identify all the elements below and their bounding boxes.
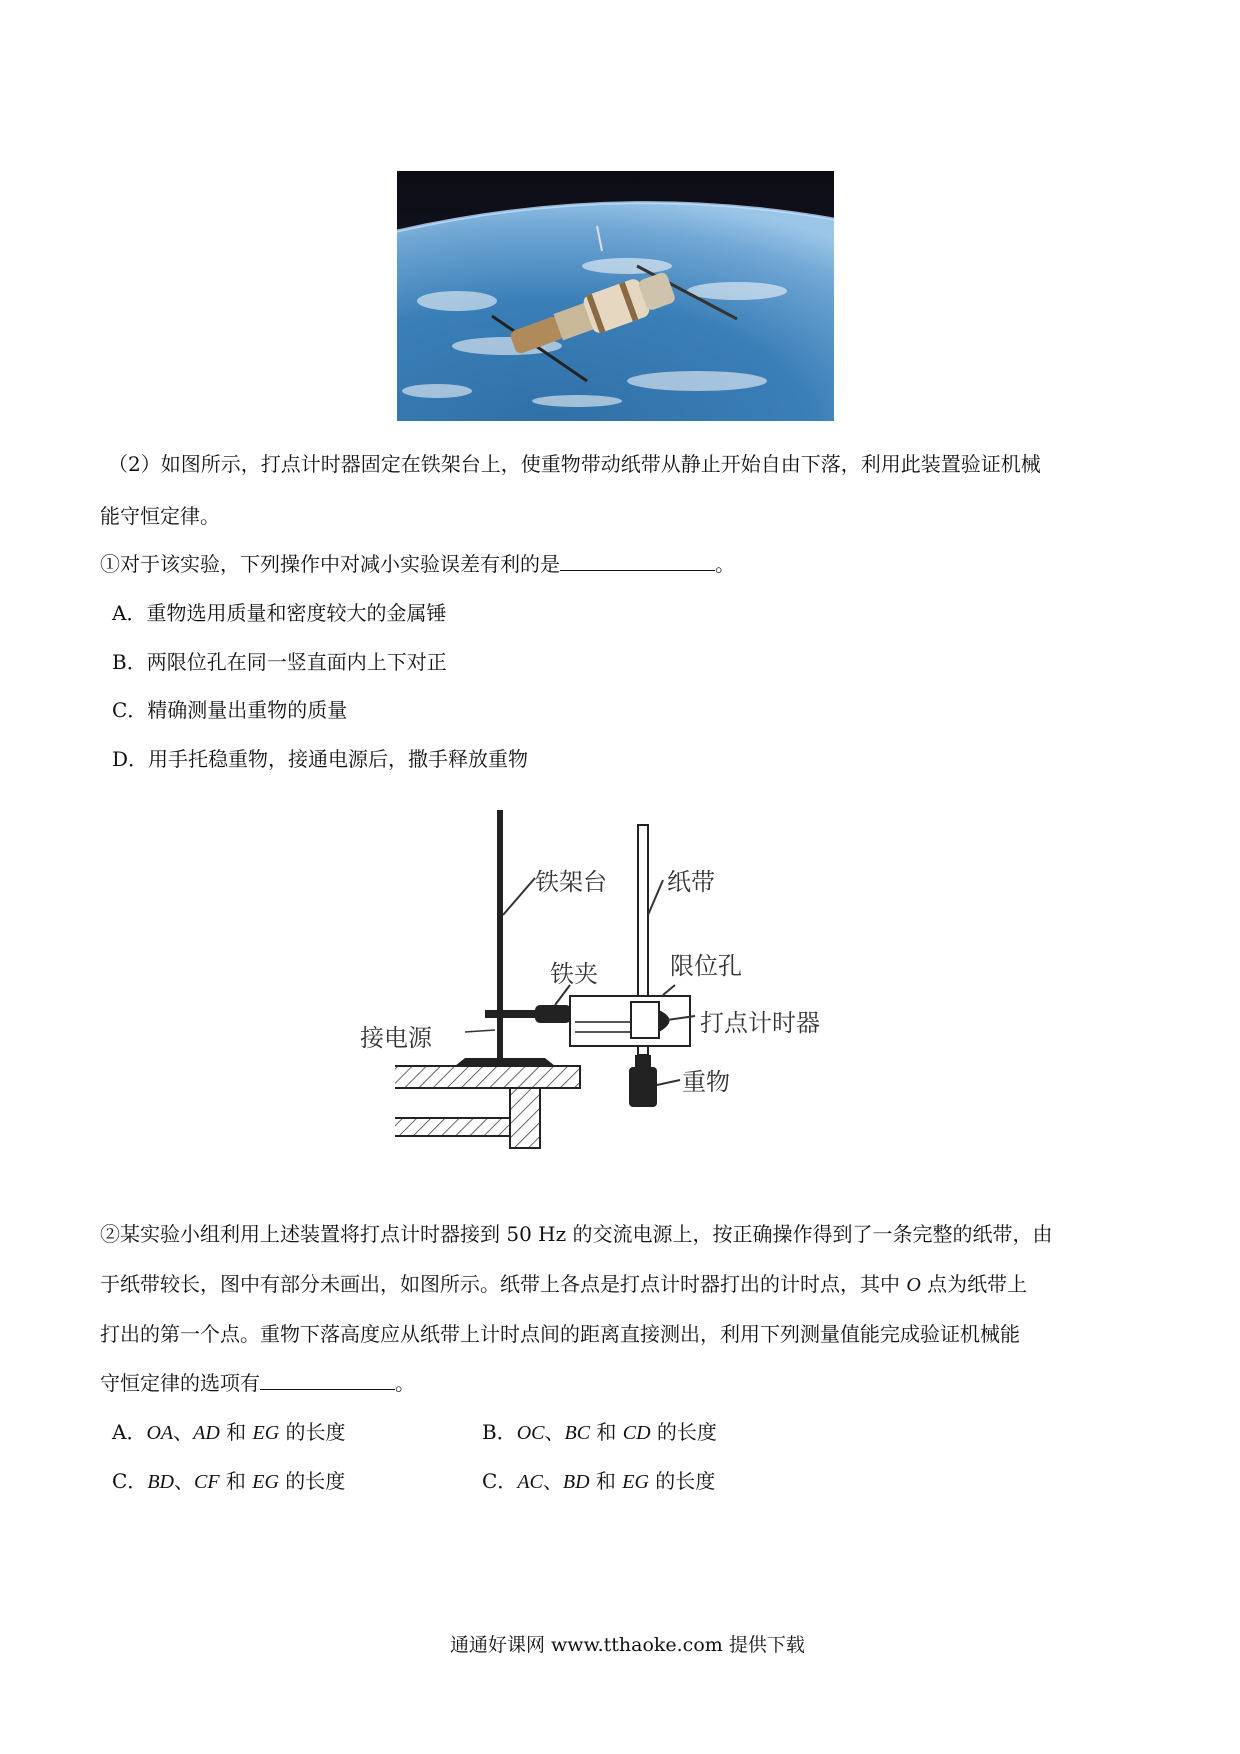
label-limit-hole: 限位孔 xyxy=(670,952,742,980)
part-1-stem-text: ①对于该实验，下列操作中对减小实验误差有利的是 xyxy=(100,552,560,576)
part-2-line3: 打出的第一个点。重物下落高度应从纸带上计时点间的距离直接测出，利用下列测量值能完成验证机械能 xyxy=(100,1322,1020,1346)
part-1-option-b: B．两限位孔在同一竖直面内上下对正 xyxy=(112,650,447,674)
part-2-line4-end: 。 xyxy=(395,1371,415,1395)
apparatus-drawing xyxy=(395,800,845,1170)
separator: 和 xyxy=(219,1420,253,1444)
option-tail: 的长度 xyxy=(648,1469,716,1493)
separator: 和 xyxy=(590,1420,623,1444)
segment-label: EG xyxy=(252,1471,279,1493)
part-2-option-d xyxy=(482,1465,715,1494)
part-2-option-a xyxy=(112,1416,346,1445)
part-1-stem-end: 。 xyxy=(715,552,735,576)
separator: 和 xyxy=(589,1469,623,1493)
part-2-line2-text-a: 于纸带较长，图中有部分未画出，如图所示。纸带上各点是打点计时器打出的计时点，其中 xyxy=(100,1272,907,1296)
part-2-line1: ②某实验小组利用上述装置将打点计时器接到 50 Hz 的交流电源上，按正确操作得到了一条完整的纸带，由 xyxy=(100,1222,1053,1246)
segment-label: OC xyxy=(516,1422,545,1444)
answer-blank-2[interactable] xyxy=(260,1388,395,1390)
space-station-image xyxy=(397,171,834,421)
page-footer: 通通好课网 www.tthaoke.com 提供下载 xyxy=(450,1634,805,1656)
separator: 、 xyxy=(173,1420,194,1444)
question-2-line2: 能守恒定律。 xyxy=(100,504,220,528)
separator: 、 xyxy=(544,1420,565,1444)
part-1-stem xyxy=(100,548,735,577)
label-paper-tape: 纸带 xyxy=(667,868,715,896)
option-letter: C． xyxy=(482,1469,518,1493)
part-1-option-a: A．重物选用质量和密度较大的金属锤 xyxy=(112,601,447,625)
option-tail: 的长度 xyxy=(650,1420,717,1444)
label-weight: 重物 xyxy=(682,1068,730,1096)
point-o-label: O xyxy=(906,1274,921,1296)
option-tail: 的长度 xyxy=(279,1420,346,1444)
part-2-line2-text-b: 点为纸带上 xyxy=(920,1272,1028,1296)
segment-label: CD xyxy=(622,1422,651,1444)
segment-label: EG xyxy=(252,1422,280,1444)
segment-label: AC xyxy=(517,1471,543,1493)
separator: 、 xyxy=(173,1469,194,1493)
segment-label: CF xyxy=(193,1471,220,1493)
part-2-option-c xyxy=(112,1465,345,1494)
question-2-text-1: 如图所示，打点计时器固定在铁架台上，使重物带动纸带从静止开始自由下落，利用此装置验证机械 xyxy=(160,452,1041,476)
part-2-line4-text: 守恒定律的选项有 xyxy=(100,1371,260,1395)
part-2-line2 xyxy=(100,1268,1027,1297)
part-2-line4 xyxy=(100,1367,415,1396)
segment-label: EG xyxy=(622,1471,649,1493)
segment-label: BD xyxy=(147,1471,174,1493)
separator: 、 xyxy=(542,1469,563,1493)
label-iron-stand: 铁架台 xyxy=(535,868,607,896)
question-2-line1 xyxy=(108,448,1041,477)
part-2-option-b xyxy=(482,1416,717,1445)
segment-label: AD xyxy=(193,1422,220,1444)
apparatus-diagram xyxy=(360,800,845,1170)
segment-label: OA xyxy=(146,1422,174,1444)
option-tail: 的长度 xyxy=(278,1469,346,1493)
label-iron-clamp: 铁夹 xyxy=(550,960,598,988)
part-1-option-d: D．用手托稳重物，接通电源后，撒手释放重物 xyxy=(112,747,529,771)
option-letter: C． xyxy=(112,1469,148,1493)
space-station-photo xyxy=(397,171,834,421)
stand-rod xyxy=(497,810,503,1065)
segment-label: BC xyxy=(564,1422,591,1444)
answer-blank-1[interactable] xyxy=(560,569,715,571)
part-1-option-c: C．精确测量出重物的质量 xyxy=(112,698,348,722)
option-letter: B． xyxy=(482,1420,517,1444)
label-timer: 打点计时器 xyxy=(700,1009,820,1037)
option-letter: A． xyxy=(112,1420,147,1444)
segment-label: BD xyxy=(562,1471,590,1493)
label-power-supply: 接电源 xyxy=(360,1024,432,1052)
question-2-number: （2） xyxy=(108,452,161,476)
separator: 和 xyxy=(219,1469,253,1493)
